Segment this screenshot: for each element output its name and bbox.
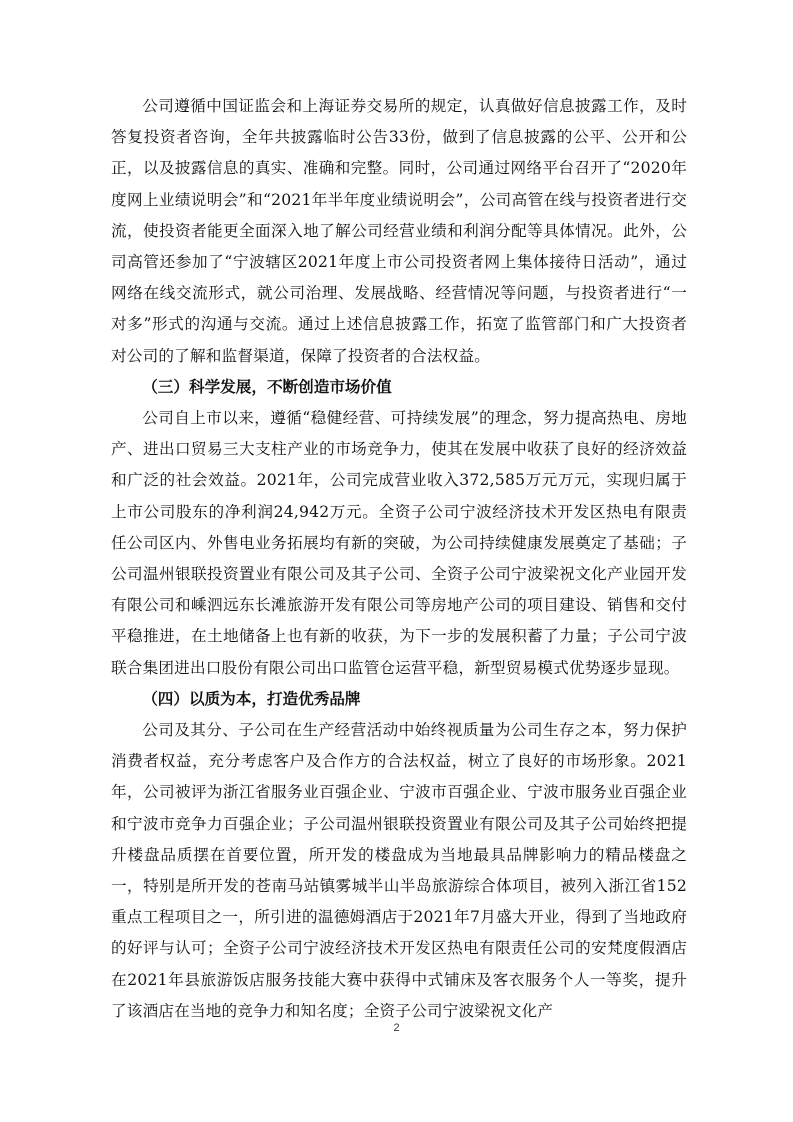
paragraph-disclosure: 公司遵循中国证监会和上海证券交易所的规定，认真做好信息披露工作，及时答复投资者咨询，全年共披露临时公告33份，做到了信息披露的公平、公开和公正，以及披露信息的真实、准确和完整。同时，公司通过网络平台召开了“2020年度网上业绩说明会”和“2021年半年度业绩说明会”，公司高管在线与投资者进行交流，使投资者能更全面深入地了解公司经营业绩和利润分配等具体情况。此外，公司高管还参加了“宁波辖区2021年度上市公司投资者网上集体接待日活动”，通过网络在线交流形式，就公司治理、发展战略、经营情况等问题，与投资者进行“一对多”形式的沟通与交流。通过上述信息披露工作，拓宽了监管部门和广大投资者对公司的了解和监督渠道，保障了投资者的合法权益。 xyxy=(111,97,687,365)
paragraph-market-value: 公司自上市以来，遵循“稳健经营、可持续发展”的理念，努力提高热电、房地产、进出口贸易三大支柱产业的市场竞争力，使其在发展中收获了良好的经济效益和广泛的社会效益。2021年，公司完成营业收入372,585万元万元，实现归属于上市公司股东的净利润24,942万元。全资子公司宁波经济技术开发区热电有限责任公司区内、外售电业务拓展均有新的突破，为公司持续健康发展奠定了基础；子公司温州银联投资置业有限公司及其子公司、全资子公司宁波梁祝文化产业园开发有限公司和嵊泗远东长滩旅游开发有限公司等房地产公司的项目建设、销售和交付平稳推进，在土地储备上也有新的收获，为下一步的发展积蓄了力量；子公司宁波联合集团进出口股份有限公司出口监管仓运营平稳，新型贸易模式优势逐步显现。 xyxy=(111,409,687,677)
document-body xyxy=(111,91,687,1027)
page-number: 2 xyxy=(393,1022,400,1034)
paragraph-quality: 公司及其分、子公司在生产经营活动中始终视质量为公司生存之本，努力保护消费者权益，充分考虑客户及合作方的合法权益，树立了良好的市场形象。2021年，公司被评为浙江省服务业百强企业、宁波市百强企业、宁波市服务业百强企业和宁波市竞争力百强企业；子公司温州银联投资置业有限公司及其子公司始终把提升楼盘品质摆在首要位置，所开发的楼盘成为当地最具品牌影响力的精品楼盘之一，特别是所开发的苍南马站镇雾城半山半岛旅游综合体项目，被列入浙江省152重点工程项目之一，所引进的温德姆酒店于2021年7月盛大开业，得到了当地政府的好评与认可；全资子公司宁波经济技术开发区热电有限责任公司的安梵度假酒店在2021年县旅游饭店服务技能大赛中获得中式铺床及客衣服务个人一等奖，提升了该酒店在当地的竞争力和知名度；全资子公司宁波梁祝文化产 xyxy=(111,721,687,1020)
section-heading-quality-brand: （四）以质为本，打造优秀品牌 xyxy=(142,689,361,708)
section-heading-scientific-development: （三）科学发展，不断创造市场价值 xyxy=(142,377,392,396)
